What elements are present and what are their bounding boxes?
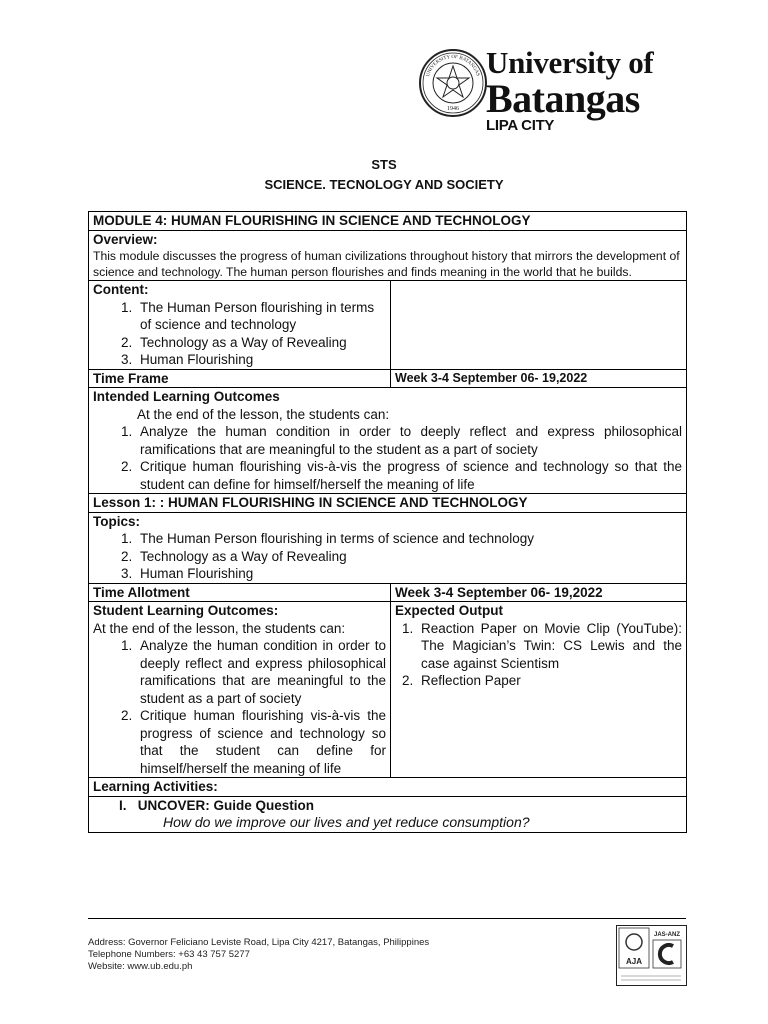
content-item: 1. The Human Person flourishing in terms of science and technology <box>136 299 386 334</box>
svg-text:AJA: AJA <box>625 957 643 966</box>
topic-item: 3. Human Flourishing <box>136 565 682 583</box>
ilo-row <box>89 388 687 494</box>
certification-badge <box>616 925 687 986</box>
university-name-line1: University of <box>486 45 654 80</box>
ilo-item: 1. Analyze the human condition in order to deeply reflect and express philosophical ramifications that are meaningful to the student as a part of society <box>136 423 682 458</box>
topic-item: 1. The Human Person flourishing in terms of science and technology <box>136 530 682 548</box>
topics-label: Topics: <box>93 513 140 529</box>
slo-item: 2. Critique human flourishing vis-à-vis the progress of science and technology so that the student can define for himself/herself the meaning of life <box>136 707 386 777</box>
learning-activities-label: Learning Activities: <box>89 778 687 797</box>
svg-text:UNIVERSITY OF BATANGAS: UNIVERSITY OF BATANGAS <box>425 54 481 78</box>
time-frame-value: Week 3-4 September 06- 19,2022 <box>391 369 687 388</box>
expected-output-item: 2. Reflection Paper <box>417 672 682 690</box>
overview-row <box>89 230 687 281</box>
footer-info <box>88 937 429 973</box>
topics-row <box>89 512 687 583</box>
time-frame-row <box>89 369 687 388</box>
module-title-row <box>89 212 687 231</box>
footer-divider <box>88 918 686 919</box>
course-code: STS <box>371 157 397 172</box>
uncover-row <box>89 796 687 832</box>
topic-item: 2. Technology as a Way of Revealing <box>136 548 682 566</box>
slo-label: Student Learning Outcomes: <box>93 603 279 618</box>
content-row <box>89 281 687 370</box>
content-label: Content: <box>93 282 149 297</box>
slo-intro: At the end of the lesson, the students can: <box>93 620 346 636</box>
lesson-title-row <box>89 494 687 513</box>
footer-address: Address: Governor Feliciano Leviste Road, Lipa City 4217, Batangas, Philippines <box>88 937 430 948</box>
course-title: SCIENCE. TECNOLOGY AND SOCIETY <box>264 177 504 192</box>
footer-phone: Telephone Numbers: +63 43 757 5277 <box>88 949 250 960</box>
ilo-item: 2. Critique human flourishing vis-à-vis the progress of science and technology so that the student can define for himself/herself the meaning of life <box>136 458 682 493</box>
uncover-label: UNCOVER: Guide Question <box>137 797 315 813</box>
expected-output-label: Expected Output <box>395 603 504 618</box>
ilo-label: Intended Learning Outcomes <box>93 389 280 404</box>
svg-text:JAS-ANZ: JAS-ANZ <box>653 932 681 938</box>
lesson-title: Lesson 1: : HUMAN FLOURISHING IN SCIENCE AND TECHNOLOGY <box>89 494 687 513</box>
overview-label: Overview: <box>93 231 158 247</box>
time-allotment-value: Week 3-4 September 06- 19,2022 <box>391 583 687 602</box>
guide-question: How do we improve our lives and yet reduce consumption? <box>163 814 530 830</box>
module-table <box>88 211 687 833</box>
learning-activities-row <box>89 778 687 797</box>
city-label: LIPA CITY <box>486 117 555 134</box>
university-name-line2: Batangas <box>486 76 640 121</box>
ilo-intro: At the end of the lesson, the students can: <box>137 406 390 422</box>
time-allotment-row <box>89 583 687 602</box>
module-title: MODULE 4: HUMAN FLOURISHING IN SCIENCE AND TECHNOLOGY <box>89 212 687 231</box>
university-name <box>486 46 686 134</box>
svg-text:1946: 1946 <box>447 106 459 112</box>
content-item: 3. Human Flourishing <box>136 351 386 369</box>
time-frame-label: Time Frame <box>89 369 391 388</box>
university-seal-logo <box>418 48 488 118</box>
content-item: 2. Technology as a Way of Revealing <box>136 334 386 352</box>
uncover-heading <box>93 797 682 815</box>
footer-website: Website: www.ub.edu.ph <box>88 961 193 972</box>
outcomes-row <box>89 602 687 778</box>
time-allotment-label: Time Allotment <box>89 583 391 602</box>
slo-item: 1. Analyze the human condition in order to deeply reflect and express philosophical ramifications that are meaningful to the student as a part of society <box>136 637 386 707</box>
overview-text: This module discusses the progress of human civilizations throughout history that mirrors the development of science and technology. The human person flourishes and finds meaning in the world that he builds. <box>93 249 680 279</box>
expected-output-item: 1. Reaction Paper on Movie Clip (YouTube): The Magician’s Twin: CS Lewis and the case against Scientism <box>417 620 682 673</box>
uncover-numeral: I. <box>119 797 127 813</box>
